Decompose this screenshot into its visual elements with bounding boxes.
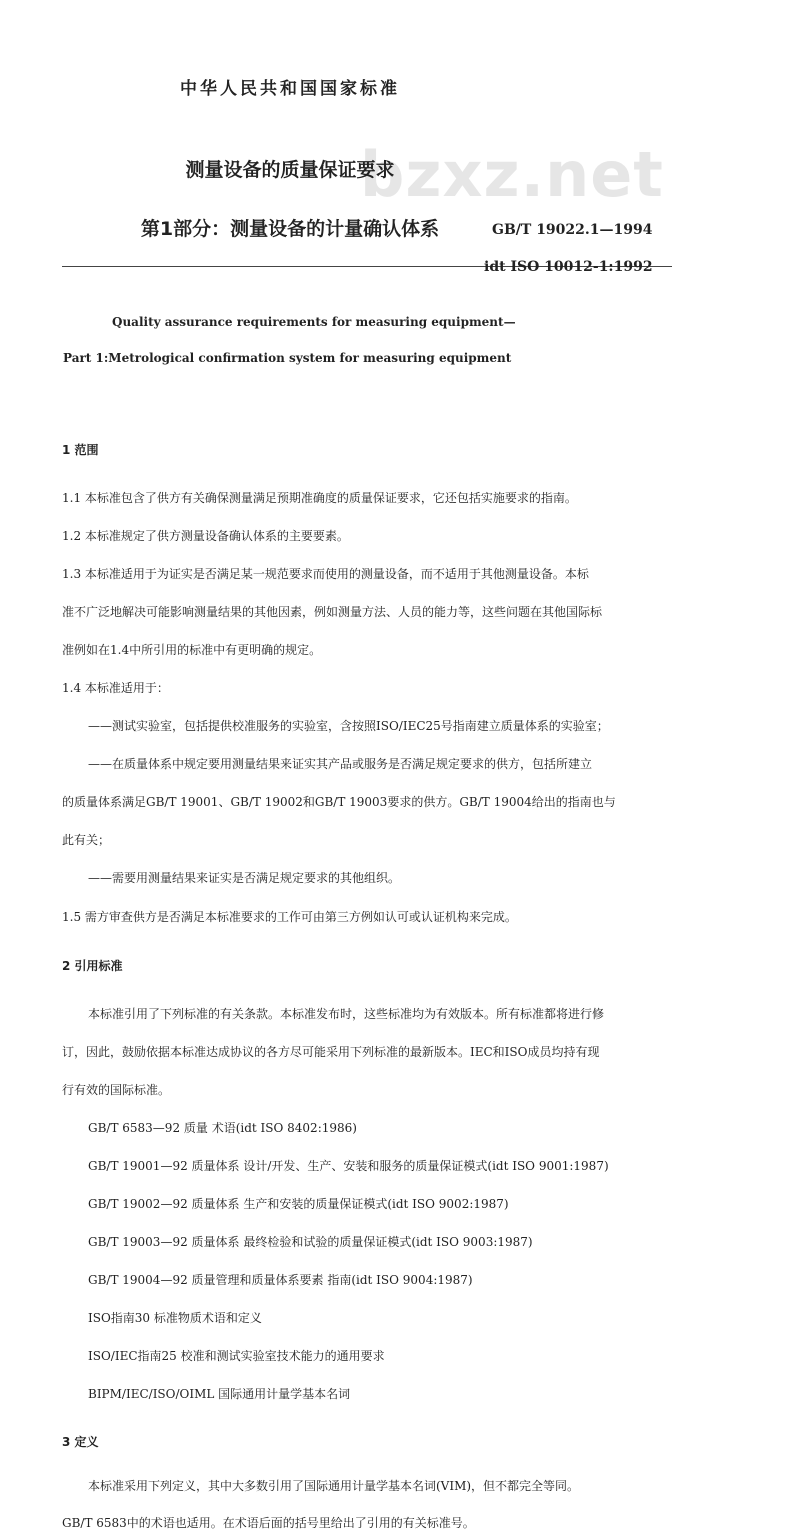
- paragraph-line: GB/T 6583中的术语也适用。在术语后面的括号里给出了引用的有关标准号。: [62, 1516, 475, 1530]
- section-heading-definitions: 3 定义: [62, 1435, 99, 1449]
- document-title-line2: 第1部分：测量设备的计量确认体系: [140, 218, 440, 240]
- paragraph-line: 1.4 本标准适用于：: [62, 681, 169, 695]
- reference-item: ISO/IEC指南25 校准和测试实验室技术能力的通用要求: [88, 1349, 385, 1363]
- paragraph-line: ——测试实验室，包括提供校准服务的实验室，含按照ISO/IEC25号指南建立质量体系的实验室；: [88, 719, 609, 733]
- paragraph-line: 本标准引用了下列标准的有关条款。本标准发布时，这些标准均为有效版本。所有标准都将进行修: [88, 1007, 605, 1021]
- section-heading-scope: 1 范围: [62, 443, 99, 457]
- paragraph-line: 的质量体系满足GB/T 19001、GB/T 19002和GB/T 19003要求的供方。GB/T 19004给出的指南也与: [62, 795, 616, 809]
- paragraph-line: 准不广泛地解决可能影响测量结果的其他因素，例如测量方法、人员的能力等，这些问题在其他国际标: [62, 605, 603, 619]
- paragraph-line: 准例如在1.4中所引用的标准中有更明确的规定。: [62, 643, 322, 657]
- paragraph-line: ——在质量体系中规定要用测量结果来证实其产品或服务是否满足规定要求的供方，包括所建立: [88, 757, 593, 771]
- paragraph-line: 1.5 需方审查供方是否满足本标准要求的工作可由第三方例如认可或认证机构来完成。: [62, 910, 517, 924]
- english-title-line2: Part 1:Metrological confirmation system for measuring equipment: [63, 351, 512, 365]
- reference-item: ISO指南30 标准物质术语和定义: [88, 1311, 262, 1325]
- paragraph-line: ——需要用测量结果来证实是否满足规定要求的其他组织。: [88, 871, 401, 885]
- paragraph-line: 本标准采用下列定义，其中大多数引用了国际通用计量学基本名词(VIM)，但不都完全等同。: [88, 1479, 580, 1493]
- section-heading-references: 2 引用标准: [62, 959, 123, 973]
- paragraph-line: 订，因此，鼓励依据本标准达成协议的各方尽可能采用下列标准的最新版本。IEC和ISO成员均持有现: [62, 1045, 600, 1059]
- national-standard-heading: 中华人民共和国国家标准: [180, 79, 400, 99]
- watermark: bzxz.net: [360, 138, 664, 211]
- reference-item: GB/T 19002—92 质量体系 生产和安装的质量保证模式(idt ISO 9002:1987): [88, 1197, 509, 1211]
- reference-item: BIPM/IEC/ISO/OIML 国际通用计量学基本名词: [88, 1387, 351, 1401]
- reference-item: GB/T 19004—92 质量管理和质量体系要素 指南(idt ISO 9004:1987): [88, 1273, 473, 1287]
- paragraph-line: 1.2 本标准规定了供方测量设备确认体系的主要要素。: [62, 529, 349, 543]
- document-title-line1: 测量设备的质量保证要求: [185, 159, 395, 181]
- reference-item: GB/T 19001—92 质量体系 设计/开发、生产、安装和服务的质量保证模式(idt ISO 9001:1987): [88, 1159, 609, 1173]
- reference-item: GB/T 19003—92 质量体系 最终检验和试验的质量保证模式(idt ISO 9003:1987): [88, 1235, 533, 1249]
- english-title-line1: Quality assurance requirements for measuring equipment—: [112, 315, 516, 329]
- equivalent-standard-code: idt ISO 10012-1:1992: [484, 259, 653, 275]
- paragraph-line: 行有效的国际标准。: [62, 1083, 171, 1097]
- standard-code: GB/T 19022.1—1994: [492, 222, 653, 238]
- paragraph-line: 此有关；: [62, 833, 111, 847]
- paragraph-line: 1.3 本标准适用于为证实是否满足某一规范要求而使用的测量设备，而不适用于其他测量设备。本标: [62, 567, 589, 581]
- reference-item: GB/T 6583—92 质量 术语(idt ISO 8402:1986): [88, 1121, 357, 1135]
- paragraph-line: 1.1 本标准包含了供方有关确保测量满足预期准确度的质量保证要求，它还包括实施要求的指南。: [62, 491, 577, 505]
